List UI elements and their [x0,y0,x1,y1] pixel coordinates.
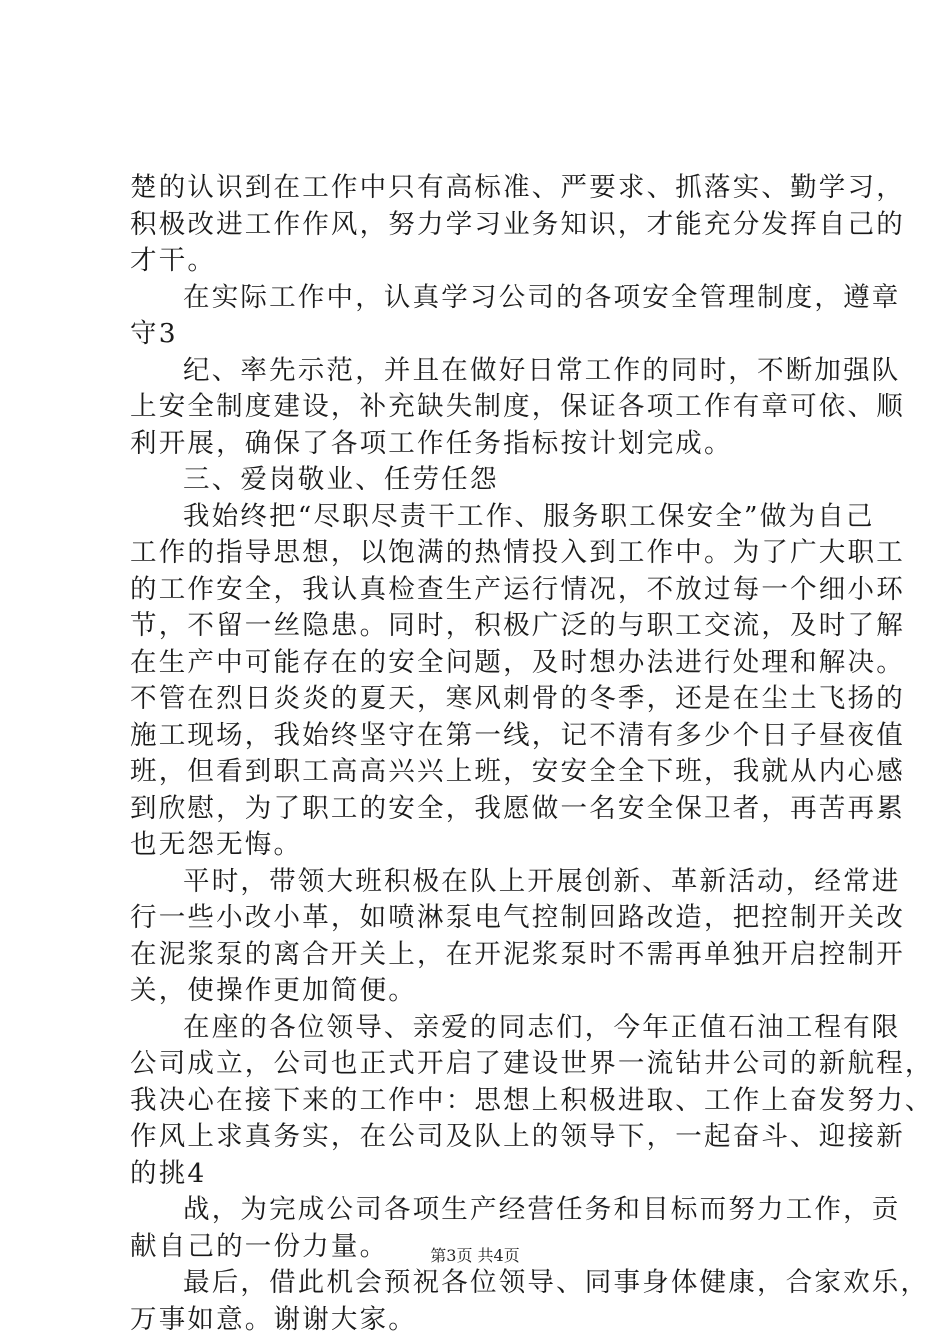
text-line: 的工作安全，我认真检查生产运行情况，不放过每一个细小环 [130,573,905,605]
text-line: 利开展，确保了各项工作任务指标按计划完成。 [130,427,733,459]
text-line: 平时，带领大班积极在队上开展创新、革新活动，经常进 [183,865,901,897]
text-line: 万事如意。谢谢大家。 [130,1303,417,1335]
text-line: 在实际工作中，认真学习公司的各项安全管理制度，遵章 [183,281,901,313]
text-line: 工作的指导思想，以饱满的热情投入到工作中。为了广大职工 [130,537,905,568]
text-line: 献自己的一份力量。 [130,1230,389,1262]
text-line: 上安全制度建设，补充缺失制度，保证各项工作有章可依、顺 [130,391,905,422]
text-line: 不管在烈日炎炎的夏天，寒风刺骨的冬季，还是在尘土飞扬的 [130,683,905,714]
text-line: 守3 [130,318,178,349]
text-line: 才干。 [130,245,217,276]
text-line: 在泥浆泵的离合开关上，在开泥浆泵时不需再单独开启控制开 [130,938,905,970]
text-line: 积极改进工作作风，努力学习业务知识，才能充分发挥自己的 [130,208,905,240]
text-line: 也无怨无悔。 [130,829,303,860]
text-line: 施工现场，我始终坚守在第一线，记不清有多少个日子昼夜值 [130,719,905,751]
text-line: 三、爱岗敬业、任劳任怨 [183,464,499,495]
document-body [130,170,934,1338]
text-line: 最后，借此机会预祝各位领导、同事身体健康，合家欢乐， [183,1267,930,1298]
text-line: 行一些小改小革，如喷淋泵电气控制回路改造，把控制开关改 [130,902,905,933]
text-line: 的挑4 [130,1157,207,1189]
text-line: 楚的认识到在工作中只有高标准、严要求、抓落实、勤学习， [130,172,905,203]
text-line: 节，不留一丝隐患。同时，积极广泛的与职工交流，及时了解 [130,610,905,641]
text-line: 班，但看到职工高高兴兴上班，安安全全下班，我就从内心感 [130,756,905,787]
page-footer: 第3页 共4页 [430,1246,520,1265]
text-line: 到欣慰，为了职工的安全，我愿做一名安全保卫者，再苦再累 [130,792,905,824]
text-line: 我始终把“尽职尽责干工作、服务职工保安全”做为自己 [183,500,875,532]
text-line: 纪、率先示范，并且在做好日常工作的同时，不断加强队 [183,354,901,386]
text-line: 关，使操作更加简便。 [130,975,417,1006]
text-line: 我决心在接下来的工作中：思想上积极进取、工作上奋发努力、 [130,1084,934,1116]
text-line: 公司成立，公司也正式开启了建设世界一流钻井公司的新航程， [130,1048,934,1079]
text-line: 战，为完成公司各项生产经营任务和目标而努力工作，贡 [183,1194,901,1225]
text-line: 在生产中可能存在的安全问题，及时想办法进行处理和解决。 [130,646,905,678]
text-line: 在座的各位领导、亲爱的同志们，今年正值石油工程有限 [183,1011,901,1043]
text-line: 作风上求真务实，在公司及队上的领导下，一起奋斗、迎接新 [130,1121,905,1152]
